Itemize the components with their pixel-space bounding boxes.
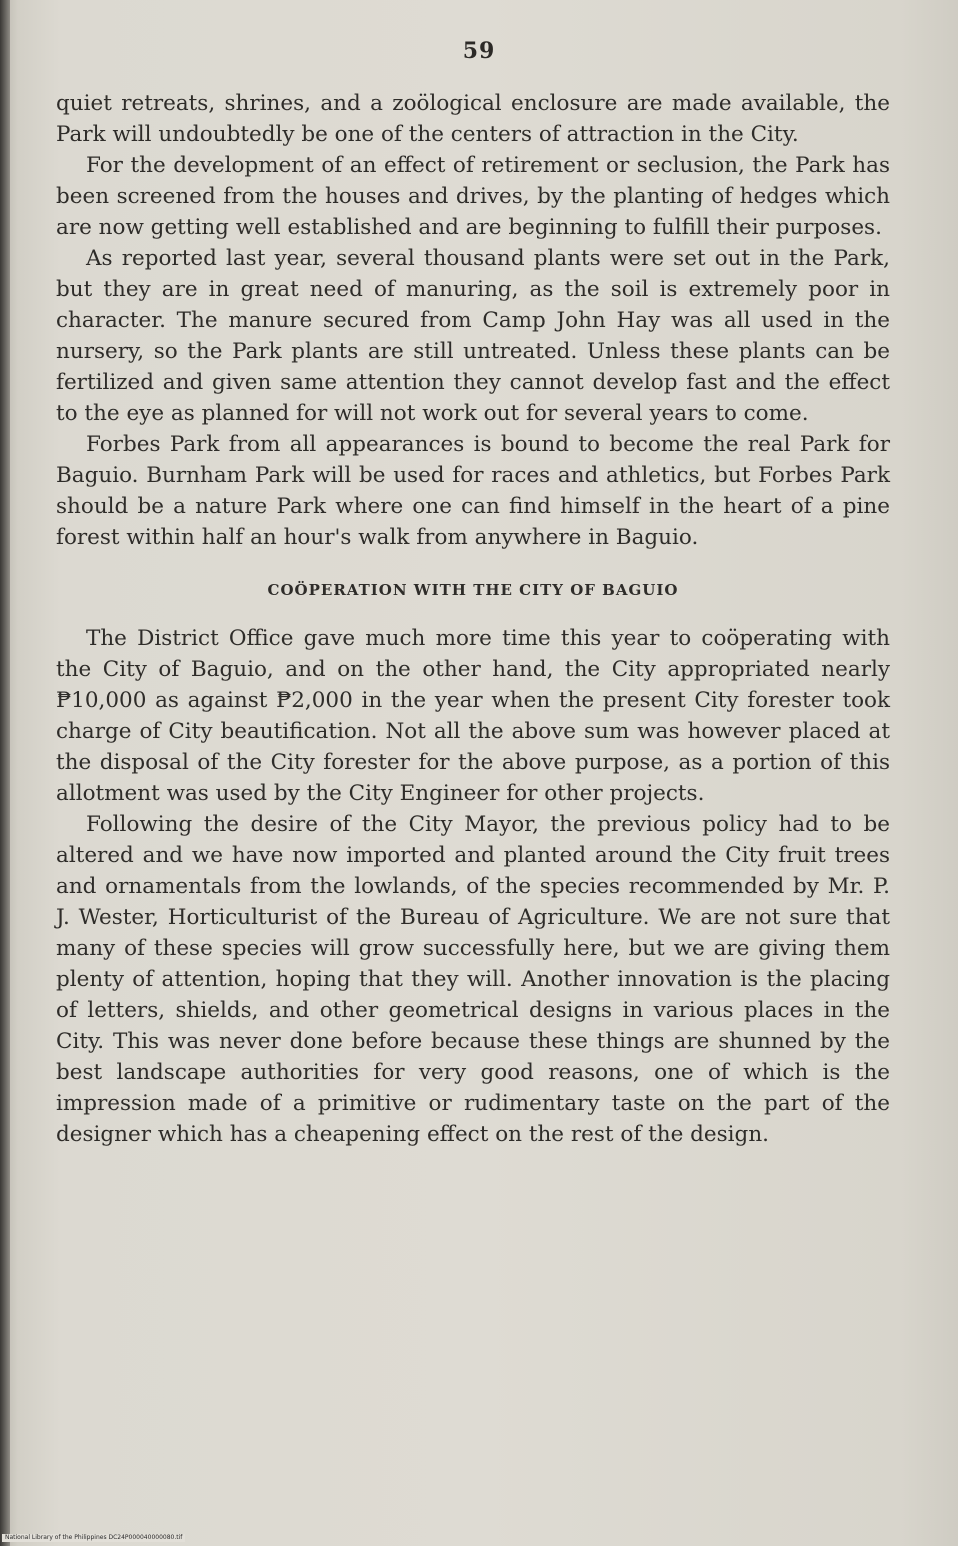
page-body <box>56 88 890 1150</box>
section-heading: COÖPERATION WITH THE CITY OF BAGUIO <box>267 581 679 599</box>
book-spine-shadow <box>0 0 10 1546</box>
paragraph-plants: As reported last year, several thousand plants were set out in the Park, but they are in great need of manuring, as the soil is extremely poor in character. The manure secured from Camp John Hay was all used in the nursery, so the Park plants are still untreated. Unless these plants can be fertilized and given same attention they cannot develop fast and the effect to the eye as planned for will not work out for several years to come. <box>56 246 890 426</box>
paragraph-city-mayor: Following the desire of the City Mayor, the previous policy had to be altered and we have now imported and planted around the City fruit trees and ornamentals from the lowlands, of the species recommended by Mr. P. J. Wester, Horticulturist of the Bureau of Agriculture. We are not sure that many of these species will grow successfully here, but we are giving them plenty of attention, hoping that they will. Another innovation is the placing of letters, shields, and other geometrical designs in various places in the City. This was never done before because these things are shunned by the best landscape authorities for very good reasons, one of which is the impression made of a primitive or rudimentary taste on the part of the designer which has a cheapening effect on the rest of the design. <box>56 812 890 1147</box>
paragraph-seclusion: For the development of an effect of retirement or seclusion, the Park has been screened from the houses and drives, by the planting of hedges which are now getting well established and are beginning to fulfill their purposes. <box>56 153 890 240</box>
paragraph-forbes-park: Forbes Park from all appearances is bound to become the real Park for Baguio. Burnham Park will be used for races and athletics, but Forbes Park should be a nature Park where one can find himself in the heart of a pine forest within half an hour's walk from anywhere in Baguio. <box>56 432 890 550</box>
library-stamp: National Library of the Philippines DC24P000040000080.tif <box>2 1534 185 1542</box>
paragraph-district-office: The District Office gave much more time this year to coöperating with the City of Baguio, and on the other hand, the City appropriated nearly ₱10,000 as against ₱2,000 in the year when the present City forester took charge of City beautification. Not all the above sum was however placed at the disposal of the City forester for the above purpose, as a portion of this allotment was used by the City Engineer for other projects. <box>56 626 890 806</box>
page-number: 59 <box>462 38 496 64</box>
paragraph-continuation: quiet retreats, shrines, and a zoölogical enclosure are made available, the Park will undoubtedly be one of the centers of attraction in the City. <box>56 91 890 147</box>
